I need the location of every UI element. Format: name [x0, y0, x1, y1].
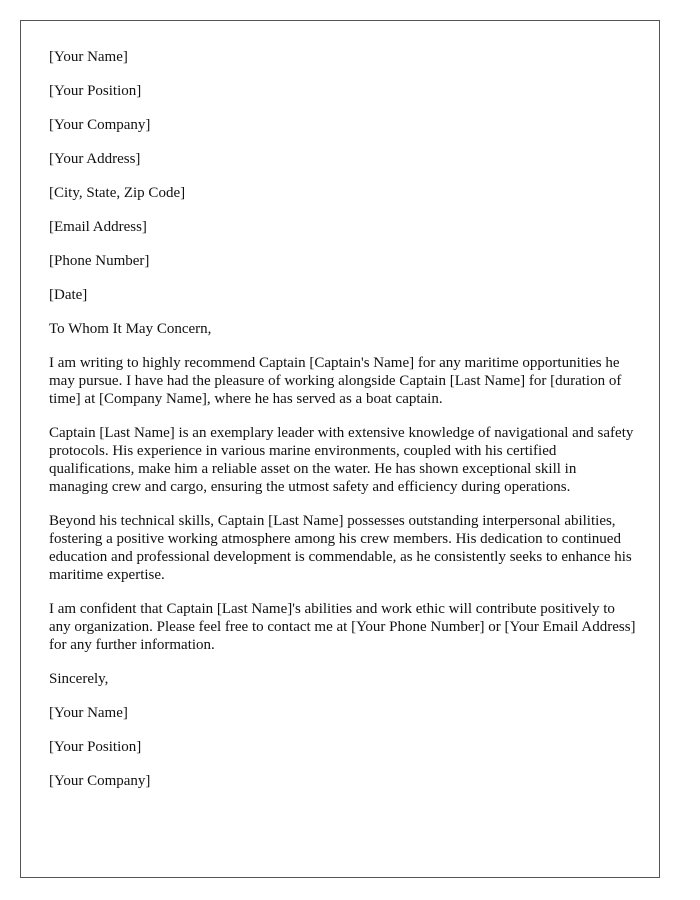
- sender-position: [Your Position]: [49, 83, 142, 99]
- body-paragraph-4: I am confident that Captain [Last Name]'s abilities and work ethic will contribute positively to any organization. Please feel free to contact me at [Your Phone Number] or [Your Email Address] for any further information.: [49, 601, 636, 653]
- body-paragraph-3: Beyond his technical skills, Captain [Last Name] possesses outstanding interpersonal abilities, fostering a positive working atmosphere among his crew members. His dedication to continued education and professional development is commendable, as he consistently seeks to enhance his maritime expertise.: [49, 513, 632, 583]
- letter-content: [49, 48, 639, 806]
- sender-phone: [Phone Number]: [49, 253, 150, 269]
- closing: Sincerely,: [49, 671, 109, 687]
- salutation: To Whom It May Concern,: [49, 321, 212, 337]
- body-paragraph-2: Captain [Last Name] is an exemplary leader with extensive knowledge of navigational and safety protocols. His experience in various marine environments, coupled with his certified qualifications, make him a reliable asset on the water. He has shown exceptional skill in managing crew and cargo, ensuring the utmost safety and efficiency during operations.: [49, 425, 634, 495]
- sender-email: [Email Address]: [49, 219, 147, 235]
- signature-company: [Your Company]: [49, 773, 151, 789]
- sender-company: [Your Company]: [49, 117, 151, 133]
- letter-page: [20, 20, 660, 878]
- signature-position: [Your Position]: [49, 739, 142, 755]
- sender-city-state-zip: [City, State, Zip Code]: [49, 185, 186, 201]
- signature-name: [Your Name]: [49, 705, 128, 721]
- body-paragraph-1: I am writing to highly recommend Captain [Captain's Name] for any maritime opportunities he may pursue. I have had the pleasure of working alongside Captain [Last Name] for [duration of time] at [Company Name], where he has served as a boat captain.: [49, 355, 622, 407]
- letter-date: [Date]: [49, 287, 88, 303]
- sender-address: [Your Address]: [49, 151, 141, 167]
- sender-name: [Your Name]: [49, 49, 128, 65]
